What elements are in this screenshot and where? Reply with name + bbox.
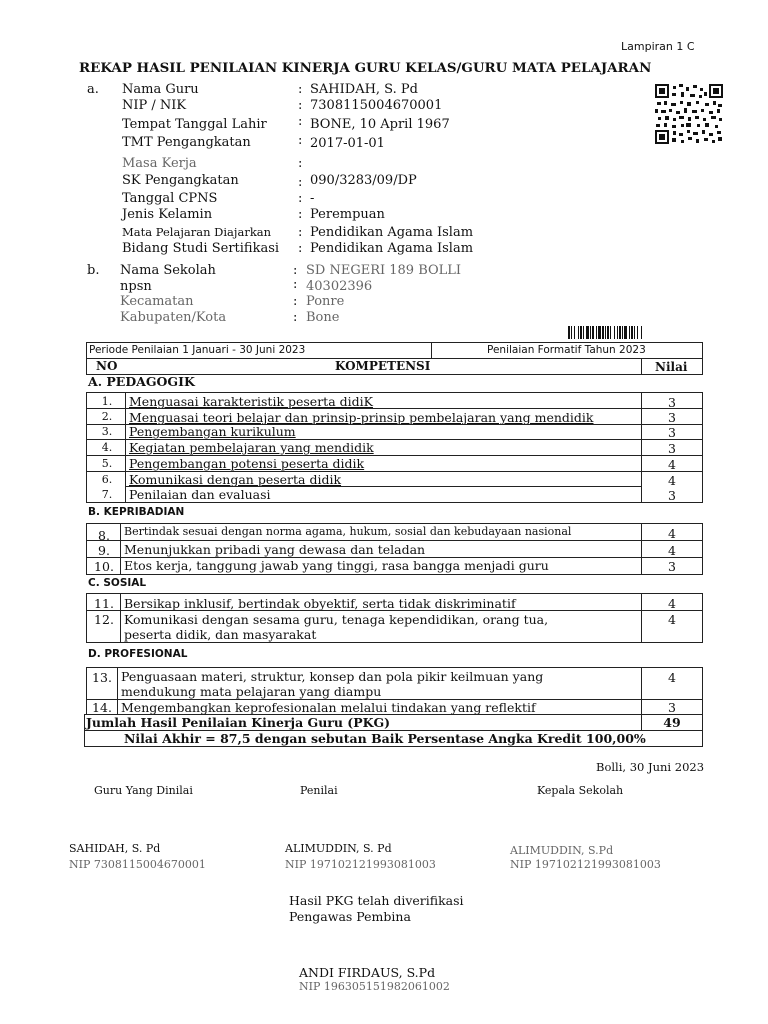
label-tmt: TMT Pengangkatan bbox=[122, 135, 251, 150]
competency-text: Menguasai karakteristik peserta didiK bbox=[129, 394, 373, 409]
label-nama-guru: Nama Guru bbox=[122, 82, 199, 97]
colon: : bbox=[293, 310, 298, 325]
colon: : bbox=[298, 98, 303, 113]
colon: : bbox=[298, 175, 303, 190]
row-number: 7. bbox=[101, 488, 113, 501]
label-nama-sekolah: Nama Sekolah bbox=[120, 263, 216, 278]
row-number: 12. bbox=[94, 612, 114, 627]
penilai-name: ALIMUDDIN, S. Pd bbox=[285, 842, 392, 855]
penilai-title: Penilai bbox=[300, 784, 338, 797]
value-cpns: - bbox=[310, 191, 315, 206]
competency-text: Pengembangan potensi peserta didik bbox=[129, 456, 365, 471]
lampiran-label: Lampiran 1 C bbox=[621, 40, 695, 53]
label-kabupaten: Kabupaten/Kota bbox=[120, 310, 227, 325]
value-nama-sekolah: SD NEGERI 189 BOLLI bbox=[306, 263, 462, 278]
competency-score: 4 bbox=[668, 543, 676, 558]
competency-score: 4 bbox=[668, 473, 676, 488]
header-no: NO bbox=[96, 359, 118, 373]
competency-text: Penilaian dan evaluasi bbox=[129, 487, 271, 502]
competency-text: Menunjukkan pribadi yang dewasa dan teladan bbox=[124, 542, 426, 557]
row-number: 13. bbox=[92, 670, 112, 685]
value-tmt: 2017-01-01 bbox=[310, 136, 385, 151]
competency-score: 4 bbox=[668, 457, 676, 472]
header-nilai: Nilai bbox=[655, 360, 688, 374]
row-number: 1. bbox=[101, 395, 113, 408]
guru-title: Guru Yang Dinilai bbox=[94, 784, 193, 797]
label-mapel: Mata Pelajaran Diajarkan bbox=[122, 225, 272, 239]
value-bidang-studi: Pendidikan Agama Islam bbox=[310, 241, 474, 256]
colon: : bbox=[293, 294, 298, 309]
row-number: 11. bbox=[94, 596, 114, 611]
competency-score: 3 bbox=[668, 700, 676, 715]
qr-code-icon bbox=[655, 84, 723, 144]
competency-score: 3 bbox=[668, 410, 676, 425]
penilai-nip: NIP 197102121993081003 bbox=[285, 858, 436, 871]
label-masa-kerja: Masa Kerja bbox=[122, 156, 197, 171]
nilai-akhir-text: Nilai Akhir = 87,5 dengan sebutan Baik Persentase Angka Kredit 100,00% bbox=[124, 731, 646, 746]
section-b-marker: b. bbox=[87, 263, 100, 278]
competency-score: 4 bbox=[668, 526, 676, 541]
competency-score: 3 bbox=[668, 425, 676, 440]
competency-score: 3 bbox=[668, 395, 676, 410]
place-date: Bolli, 30 Juni 2023 bbox=[596, 760, 705, 774]
row-number: 9. bbox=[98, 543, 110, 558]
value-sk: 090/3283/09/DP bbox=[310, 173, 417, 188]
value-nama-guru: SAHIDAH, S. Pd bbox=[310, 82, 418, 97]
competency-text: Bertindak sesuai dengan norma agama, hukum, sosial dan kebudayaan nasional bbox=[124, 525, 572, 538]
section-kepribadian-title: B. KEPRIBADIAN bbox=[88, 506, 185, 518]
value-jenis-kelamin: Perempuan bbox=[310, 207, 385, 222]
label-bidang-studi: Bidang Studi Sertifikasi bbox=[122, 241, 280, 256]
value-kecamatan: Ponre bbox=[306, 294, 345, 309]
guru-name: SAHIDAH, S. Pd bbox=[69, 842, 161, 855]
competency-score: 3 bbox=[668, 441, 676, 456]
section-profesional-title: D. PROFESIONAL bbox=[88, 648, 188, 660]
kepsek-nip: NIP 197102121993081003 bbox=[510, 858, 661, 871]
section-sosial-title: C. SOSIAL bbox=[88, 577, 147, 589]
verification-line1: Hasil PKG telah diverifikasi bbox=[289, 893, 464, 908]
competency-text: Pengembangan kurikulum bbox=[129, 424, 296, 439]
formatif-label: Penilaian Formatif Tahun 2023 bbox=[487, 344, 646, 356]
pengawas-name: ANDI FIRDAUS, S.Pd bbox=[299, 965, 436, 980]
section-pedagogik-title: A. PEDAGOGIK bbox=[88, 374, 195, 389]
competency-text: Komunikasi dengan peserta didik bbox=[129, 472, 342, 487]
label-sk: SK Pengangkatan bbox=[122, 173, 239, 188]
colon: : bbox=[298, 82, 303, 97]
competency-score: 4 bbox=[668, 596, 676, 611]
competency-score: 3 bbox=[668, 559, 676, 574]
row-number: 3. bbox=[101, 425, 113, 438]
colon: : bbox=[298, 191, 303, 206]
colon: : bbox=[293, 263, 298, 278]
competency-text-line2: peserta didik, dan masyarakat bbox=[124, 627, 317, 642]
value-ttl: BONE, 10 April 1967 bbox=[310, 117, 450, 132]
label-kecamatan: Kecamatan bbox=[120, 294, 194, 309]
colon: : bbox=[298, 114, 303, 129]
competency-text-line1: Komunikasi dengan sesama guru, tenaga kependidikan, orang tua, bbox=[124, 612, 549, 627]
label-nip: NIP / NIK bbox=[122, 98, 187, 113]
kepsek-title: Kepala Sekolah bbox=[537, 784, 624, 797]
value-mapel: Pendidikan Agama Islam bbox=[310, 225, 474, 240]
competency-text: Mengembangkan keprofesionalan melalui tindakan yang reflektif bbox=[121, 700, 536, 715]
verification-line2: Pengawas Pembina bbox=[289, 909, 411, 924]
label-jenis-kelamin: Jenis Kelamin bbox=[122, 207, 213, 222]
competency-score: 3 bbox=[668, 488, 676, 503]
label-npsn: npsn bbox=[120, 279, 152, 294]
label-cpns: Tanggal CPNS bbox=[122, 191, 218, 206]
value-kabupaten: Bone bbox=[306, 310, 340, 325]
colon: : bbox=[298, 156, 303, 171]
section-a-marker: a. bbox=[87, 82, 99, 97]
document-title: REKAP HASIL PENILAIAN KINERJA GURU KELAS/GURU MATA PELAJARAN bbox=[79, 60, 652, 76]
header-kompetensi: KOMPETENSI bbox=[335, 359, 431, 373]
kepsek-name: ALIMUDDIN, S.Pd bbox=[510, 844, 614, 857]
row-number: 2. bbox=[101, 410, 113, 423]
competency-score: 4 bbox=[668, 612, 676, 627]
colon: : bbox=[298, 133, 303, 148]
row-number: 8. bbox=[98, 528, 110, 543]
row-number: 14. bbox=[92, 700, 112, 715]
barcode-icon bbox=[568, 326, 702, 339]
jumlah-value: 49 bbox=[663, 715, 681, 730]
colon: : bbox=[293, 277, 298, 292]
competency-score: 4 bbox=[668, 670, 676, 685]
competency-text: Kegiatan pembelajaran yang mendidik bbox=[129, 440, 374, 455]
competency-text: Bersikap inklusif, bertindak obyektif, serta tidak diskriminatif bbox=[124, 596, 516, 611]
row-number: 6. bbox=[101, 473, 113, 486]
row-number: 4. bbox=[101, 441, 113, 454]
guru-nip: NIP 7308115004670001 bbox=[69, 858, 206, 871]
competency-text-line1: Penguasaan materi, struktur, konsep dan pola pikir keilmuan yang bbox=[121, 669, 544, 684]
label-ttl: Tempat Tanggal Lahir bbox=[122, 117, 267, 132]
row-number: 10. bbox=[94, 559, 114, 574]
colon: : bbox=[298, 225, 303, 240]
jumlah-label: Jumlah Hasil Penilaian Kinerja Guru (PKG) bbox=[86, 715, 391, 730]
periode-label: Periode Penilaian 1 Januari - 30 Juni 2023 bbox=[89, 344, 306, 356]
value-nip: 7308115004670001 bbox=[310, 98, 443, 113]
competency-text: Menguasai teori belajar dan prinsip-prinsip pembelajaran yang mendidik bbox=[129, 410, 594, 425]
value-npsn: 40302396 bbox=[306, 279, 373, 294]
competency-text: Etos kerja, tanggung jawab yang tinggi, rasa bangga menjadi guru bbox=[124, 558, 549, 573]
competency-text-line2: mendukung mata pelajaran yang diampu bbox=[121, 684, 382, 699]
row-number: 5. bbox=[101, 457, 113, 470]
pengawas-nip: NIP 196305151982061002 bbox=[299, 980, 450, 993]
colon: : bbox=[298, 241, 303, 256]
colon: : bbox=[298, 207, 303, 222]
